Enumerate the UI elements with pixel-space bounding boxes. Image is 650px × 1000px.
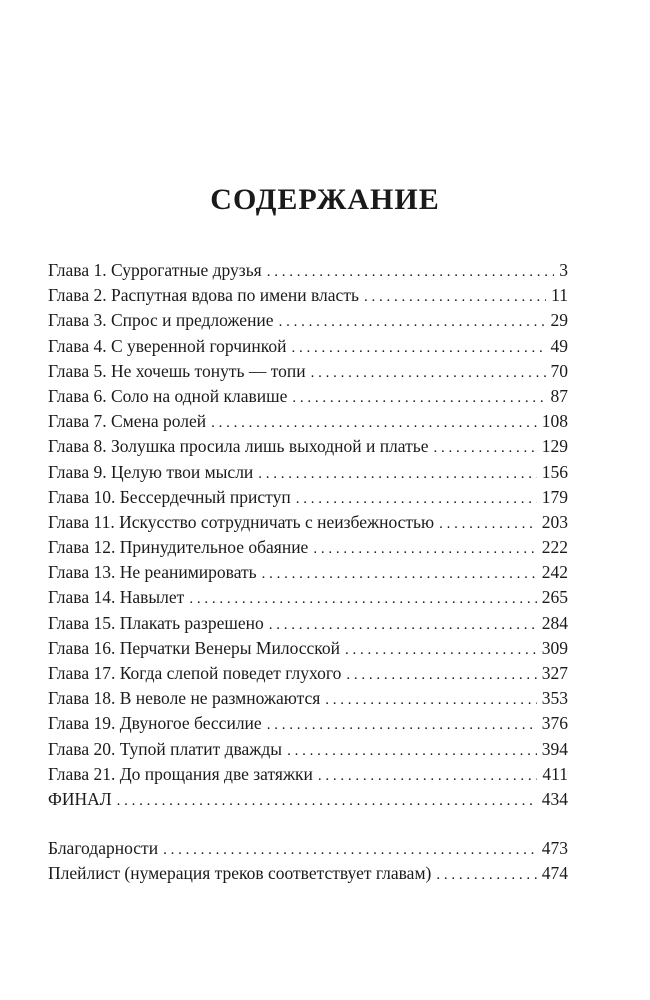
toc-entry-page: 87 bbox=[550, 385, 568, 406]
toc-entry-page: 108 bbox=[541, 411, 568, 432]
toc-entry-title: Глава 1. Суррогатные друзья bbox=[48, 260, 262, 280]
toc-entry-title: Благодарности bbox=[48, 838, 159, 859]
dot-leader bbox=[287, 739, 537, 764]
toc-entry-title: Глава 2. Распутная вдова по имени власть bbox=[48, 285, 359, 306]
toc-entry[interactable] bbox=[48, 686, 568, 711]
toc-entry-page: 49 bbox=[550, 335, 568, 356]
toc-entry-page: 434 bbox=[541, 788, 568, 809]
toc-entry[interactable] bbox=[48, 384, 568, 409]
toc-entry-title: Плейлист (нумерация треков соответствует главам) bbox=[48, 863, 432, 884]
toc-entry-page: 242 bbox=[541, 562, 568, 583]
toc-entry-title: Глава 14. Навылет bbox=[48, 587, 185, 608]
dot-leader bbox=[279, 310, 546, 335]
toc-entry[interactable] bbox=[48, 711, 568, 736]
dot-leader bbox=[439, 512, 537, 537]
toc-entry-page: 327 bbox=[541, 663, 568, 683]
dot-leader bbox=[345, 638, 537, 663]
toc-entry[interactable] bbox=[48, 308, 568, 333]
toc-entry[interactable] bbox=[48, 359, 568, 384]
dot-leader bbox=[269, 613, 537, 638]
toc-entry-page: 156 bbox=[541, 461, 568, 482]
toc-entry-title: Глава 11. Искусство сотрудничать с неизбежностью bbox=[48, 511, 435, 532]
toc-entry-title: Глава 6. Соло на одной клавише bbox=[48, 385, 288, 406]
toc-entry-title: Глава 16. Перчатки Венеры Милосской bbox=[48, 637, 341, 658]
toc-entry-page: 284 bbox=[541, 612, 568, 633]
dot-leader bbox=[434, 436, 537, 461]
toc-entry-page: 179 bbox=[541, 486, 568, 507]
toc-entry-page: 203 bbox=[541, 511, 568, 532]
dot-leader bbox=[346, 663, 536, 688]
toc-entry-title: Глава 12. Принудительное обаяние bbox=[48, 537, 309, 558]
toc-entry-page: 222 bbox=[541, 537, 568, 558]
toc-entry-title: Глава 4. С уверенной горчинкой bbox=[48, 335, 287, 356]
dot-leader bbox=[313, 537, 536, 562]
toc-entry[interactable] bbox=[48, 737, 568, 762]
toc-entry-page: 3 bbox=[559, 260, 568, 280]
toc-entry-title: ФИНАЛ bbox=[48, 788, 112, 809]
table-of-contents bbox=[48, 258, 568, 887]
dot-leader bbox=[262, 562, 537, 587]
dot-leader bbox=[292, 386, 545, 411]
toc-entry-page: 411 bbox=[542, 763, 568, 784]
extras-list bbox=[48, 836, 568, 886]
toc-entry[interactable] bbox=[48, 636, 568, 661]
dot-leader bbox=[318, 764, 537, 789]
toc-entry[interactable] bbox=[48, 460, 568, 485]
toc-entry-title: Глава 3. Спрос и предложение bbox=[48, 310, 274, 331]
dot-leader bbox=[325, 688, 536, 713]
toc-entry-title: Глава 19. Двуногое бессилие bbox=[48, 713, 262, 734]
toc-entry-final[interactable] bbox=[48, 787, 568, 812]
toc-entry-title: Глава 8. Золушка просила лишь выходной и платье bbox=[48, 436, 429, 457]
dot-leader bbox=[436, 863, 536, 888]
dot-leader bbox=[211, 411, 537, 436]
toc-entry-page: 129 bbox=[541, 436, 568, 457]
toc-entry[interactable] bbox=[48, 258, 568, 283]
dot-leader bbox=[292, 336, 546, 361]
toc-entry-page: 11 bbox=[551, 285, 568, 306]
dot-leader bbox=[189, 587, 536, 612]
toc-entry-page: 353 bbox=[541, 688, 568, 709]
toc-entry-page: 265 bbox=[541, 587, 568, 608]
dot-leader bbox=[311, 361, 546, 386]
dot-leader bbox=[296, 487, 537, 512]
dot-leader bbox=[258, 462, 536, 487]
toc-entry[interactable] bbox=[48, 535, 568, 560]
page-title: СОДЕРЖАНИЕ bbox=[210, 183, 440, 217]
toc-entry[interactable] bbox=[48, 762, 568, 787]
toc-entry[interactable] bbox=[48, 409, 568, 434]
toc-entry-title: Глава 20. Тупой платит дважды bbox=[48, 738, 283, 759]
toc-entry-page: 70 bbox=[550, 360, 568, 381]
toc-entry-title: Глава 13. Не реанимировать bbox=[48, 562, 257, 583]
toc-entry[interactable] bbox=[48, 585, 568, 610]
toc-entry-page: 474 bbox=[541, 863, 568, 884]
dot-leader bbox=[267, 260, 555, 285]
toc-entry[interactable] bbox=[48, 485, 568, 510]
toc-entry-title: Глава 21. До прощания две затяжки bbox=[48, 763, 313, 784]
toc-entry[interactable] bbox=[48, 283, 568, 308]
toc-entry-playlist[interactable] bbox=[48, 861, 568, 886]
toc-entry-page: 473 bbox=[541, 838, 568, 859]
toc-entry-page: 394 bbox=[541, 738, 568, 759]
toc-entry-page: 376 bbox=[541, 713, 568, 734]
toc-entry-page: 29 bbox=[550, 310, 568, 331]
toc-entry[interactable] bbox=[48, 661, 568, 686]
toc-entry[interactable] bbox=[48, 434, 568, 459]
toc-entry-title: Глава 9. Целую твои мысли bbox=[48, 461, 254, 482]
chapters-list bbox=[48, 258, 568, 812]
dot-leader bbox=[163, 838, 537, 863]
toc-entry-acknowledgements[interactable] bbox=[48, 836, 568, 861]
dot-leader bbox=[364, 285, 546, 310]
toc-entry-title: Глава 17. Когда слепой поведет глухого bbox=[48, 663, 342, 683]
toc-entry-page: 309 bbox=[541, 637, 568, 658]
toc-entry[interactable] bbox=[48, 510, 568, 535]
toc-entry[interactable] bbox=[48, 560, 568, 585]
toc-entry[interactable] bbox=[48, 611, 568, 636]
dot-leader bbox=[267, 713, 537, 738]
toc-entry-title: Глава 5. Не хочешь тонуть — топи bbox=[48, 360, 306, 381]
toc-entry-title: Глава 10. Бессердечный приступ bbox=[48, 486, 291, 507]
dot-leader bbox=[117, 789, 537, 814]
toc-entry-title: Глава 7. Смена ролей bbox=[48, 411, 207, 432]
toc-entry[interactable] bbox=[48, 334, 568, 359]
toc-entry-title: Глава 15. Плакать разрешено bbox=[48, 612, 264, 633]
toc-entry-title: Глава 18. В неволе не размножаются bbox=[48, 688, 321, 709]
